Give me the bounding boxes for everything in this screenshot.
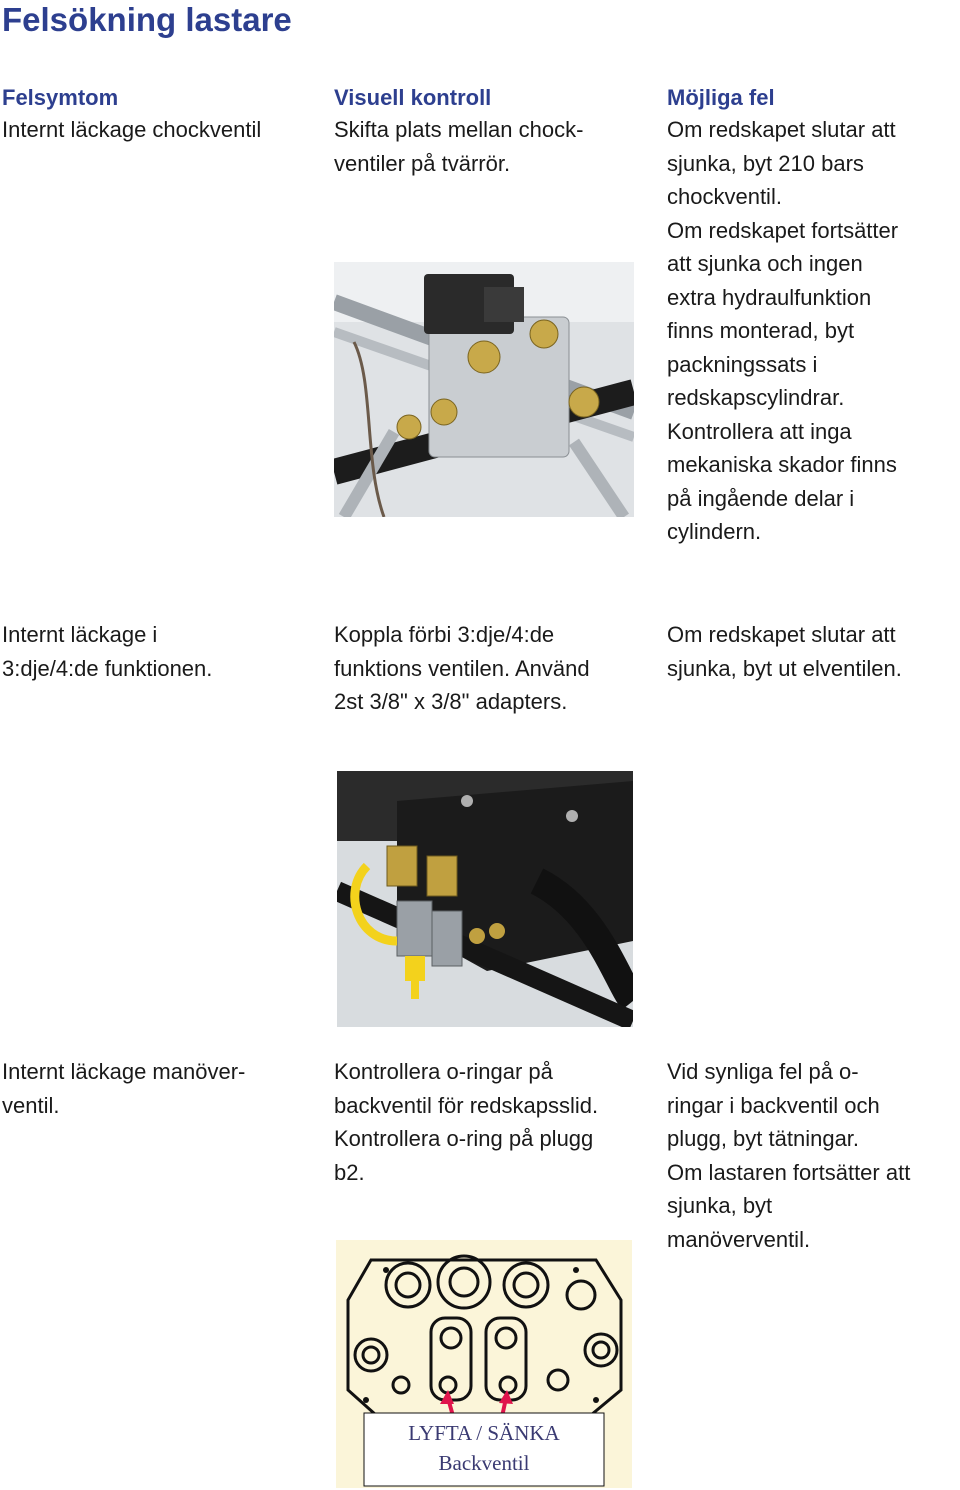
row1-visual: Skifta plats mellan chock- ventiler på tvärrör. [334,117,584,176]
drawing-label-lift-lower: LYFTA / SÄNKA [408,1421,560,1445]
header-symptom: Felsymtom [2,85,119,110]
row1-fault: Om redskapet slutar att sjunka, byt 210 bars chockventil. Om redskapet fortsätter att sjunka och ingen extra hydraulfunktion finns monterad, byt packningssats i redskapscylindrar. Kontrollera att inga mekaniska skador finns på ingående delar i cylindern. [667,117,899,544]
drawing-label-check-valve: Backventil [438,1451,530,1475]
page-title: Felsökning lastare [2,1,292,38]
header-fault: Möjliga fel [667,85,775,110]
control-valve-drawing [336,1240,632,1488]
row3-symptom: Internt läckage manöver- ventil. [2,1059,246,1118]
row2-fault: Om redskapet slutar att sjunka, byt ut elventilen. [667,622,902,681]
row1-symptom: Internt läckage chockventil [2,117,262,142]
shock-valve-photo [334,262,634,517]
row3-visual: Kontrollera o-ringar på backventil för redskapsslid. Kontrollera o-ring på plugg b2. [334,1059,599,1185]
row3-fault: Vid synliga fel på o- ringar i backventil och plugg, byt tätningar. Om lastaren fortsätter att sjunka, byt manöverventil. [667,1059,911,1252]
coupling-adapter-photo [337,771,633,1027]
row2-symptom: Internt läckage i 3:dje/4:de funktionen. [2,622,213,681]
row2-visual: Koppla förbi 3:dje/4:de funktions ventilen. Använd 2st 3/8" x 3/8" adapters. [334,622,590,714]
header-visual: Visuell kontroll [334,85,492,110]
